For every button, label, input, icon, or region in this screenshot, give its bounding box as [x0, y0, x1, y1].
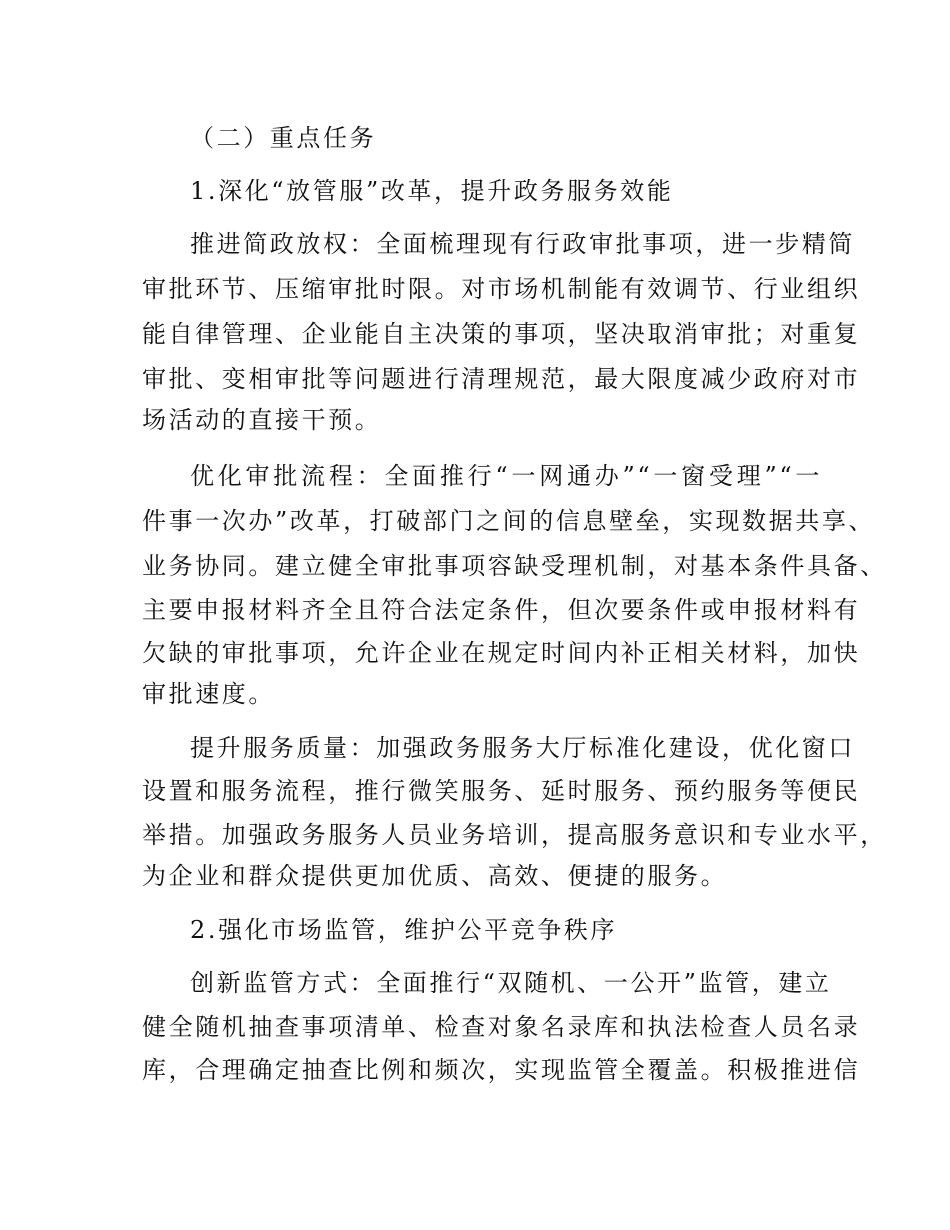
task-2-title: 2.强化市场监管，维护公平竞争秩序: [190, 916, 618, 944]
paragraph-line: 提升服务质量：加强政务服务大厅标准化建设，优化窗口: [190, 734, 855, 762]
paragraph-line: 审批环节、压缩审批时限。对市场机制能有效调节、行业组织: [142, 275, 861, 303]
paragraph-line: 场活动的直接干预。: [142, 406, 382, 434]
paragraph-line: 推进简政放权：全面梳理现有行政审批事项，进一步精简: [190, 230, 855, 258]
paragraph-line: 健全随机抽查事项清单、检查对象名录库和执法检查人员名录: [142, 1013, 861, 1041]
paragraph-line: 审批速度。: [142, 680, 275, 708]
task-1-title: 1.深化“放管服”改革，提升政务服务效能: [190, 177, 674, 205]
paragraph-line: 库，合理确定抽查比例和频次，实现监管全覆盖。积极推进信: [142, 1056, 861, 1084]
paragraph-line: 创新监管方式：全面推行“双随机、一公开”监管，建立: [190, 969, 832, 997]
paragraph-line: 举措。加强政务服务人员业务培训，提高服务意识和专业水平，: [142, 821, 887, 849]
paragraph-line: 业务协同。建立健全审批事项容缺受理机制，对基本条件具备、: [142, 552, 887, 580]
paragraph-line: 设置和服务流程，推行微笑服务、延时服务、预约服务等便民: [142, 777, 861, 805]
paragraph-line: 为企业和群众提供更加优质、高效、便捷的服务。: [142, 862, 728, 890]
paragraph-line: 件事一次办”改革，打破部门之间的信息壁垒，实现数据共享、: [142, 507, 876, 535]
section-heading: （二）重点任务: [190, 124, 377, 152]
paragraph-line: 审批、变相审批等问题进行清理规范，最大限度减少政府对市: [142, 365, 861, 393]
paragraph-line: 优化审批流程：全面推行“一网通办”“一窗受理”“一: [190, 462, 822, 490]
paragraph-line: 主要申报材料齐全且符合法定条件，但次要条件或申报材料有: [142, 596, 861, 624]
paragraph-line: 能自律管理、企业能自主决策的事项，坚决取消审批；对重复: [142, 320, 861, 348]
paragraph-line: 欠缺的审批事项，允许企业在规定时间内补正相关材料，加快: [142, 639, 861, 667]
